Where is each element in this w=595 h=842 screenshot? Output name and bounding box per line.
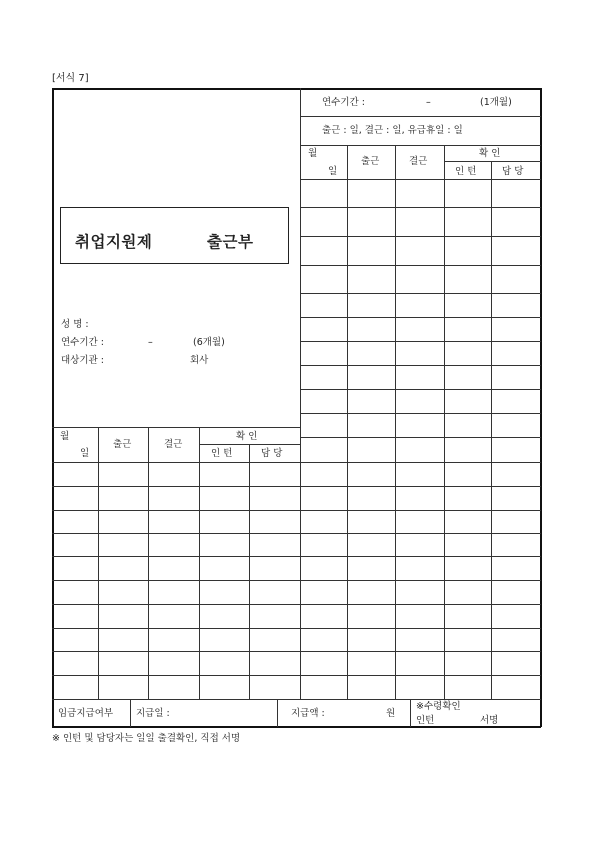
receipt-label: ※수령확인 — [416, 701, 461, 712]
left-col-2 — [148, 427, 149, 699]
frame-right — [540, 88, 542, 727]
frame-top — [52, 88, 541, 90]
left-row-line — [52, 628, 301, 629]
right-row-line — [300, 437, 541, 438]
left-col-3 — [199, 427, 200, 699]
right-row-line — [300, 651, 541, 652]
right-row-line — [300, 207, 541, 208]
right-row-line — [300, 556, 541, 557]
left-manager-header: 담 당 — [261, 448, 283, 459]
company-label: 회사 — [190, 355, 209, 366]
frame-left — [52, 88, 54, 727]
right-confirm-split — [444, 161, 541, 162]
left-month-header: 월 — [60, 431, 70, 442]
left-intern-header: 인 턴 — [211, 448, 233, 459]
title-box — [60, 207, 289, 264]
right-header-bottom — [300, 179, 541, 180]
left-row-line — [52, 675, 301, 676]
left-attend-header: 출근 — [113, 439, 132, 450]
left-table-top — [52, 427, 301, 428]
won-label: 원 — [386, 708, 396, 719]
left-absent-header: 결근 — [164, 439, 183, 450]
right-manager-header: 담 당 — [502, 166, 524, 177]
right-row-line — [300, 486, 541, 487]
right-intern-header: 인 턴 — [455, 166, 477, 177]
agency-label: 대상기관 : — [61, 355, 104, 366]
right-period-months: (1개월) — [480, 97, 512, 108]
footer-col-2 — [277, 699, 278, 727]
left-row-line — [52, 651, 301, 652]
right-day-header: 일 — [328, 166, 338, 177]
right-row-line — [300, 413, 541, 414]
right-col-4 — [491, 161, 492, 699]
left-day-header: 일 — [80, 448, 90, 459]
right-header-line-1 — [300, 116, 541, 117]
period-dash: – — [148, 337, 153, 348]
right-row-line — [300, 510, 541, 511]
right-col-1 — [347, 145, 348, 699]
right-row-line — [300, 236, 541, 237]
left-row-line — [52, 556, 301, 557]
pay-date-label: 지급일 : — [136, 708, 170, 719]
left-row-line — [52, 533, 301, 534]
footer-col-3 — [410, 699, 411, 727]
right-period-dash: – — [426, 97, 431, 108]
right-row-line — [300, 604, 541, 605]
left-col-1 — [98, 427, 99, 699]
right-month-header: 월 — [308, 148, 318, 159]
right-header-line-2 — [300, 145, 541, 146]
right-row-line — [300, 533, 541, 534]
left-col-4 — [249, 444, 250, 699]
period-label: 연수기간 : — [61, 337, 104, 348]
title-sub: 출근부 — [207, 233, 254, 251]
wage-paid-label: 임금지급여부 — [58, 708, 114, 719]
right-row-line — [300, 462, 541, 463]
left-row-line — [52, 510, 301, 511]
name-label: 성 명 : — [61, 319, 89, 330]
left-row-line — [52, 580, 301, 581]
right-row-line — [300, 365, 541, 366]
right-row-line — [300, 317, 541, 318]
left-row-line — [52, 604, 301, 605]
period-months: (6개월) — [193, 337, 225, 348]
right-row-line — [300, 389, 541, 390]
footnote: ※ 인턴 및 담당자는 일일 출결확인, 직접 서명 — [52, 733, 241, 744]
amount-label: 지급액 : — [291, 708, 325, 719]
right-row-line — [300, 628, 541, 629]
title-main: 취업지원제 — [75, 233, 153, 251]
right-absent-header: 결근 — [409, 156, 428, 167]
right-row-line — [300, 341, 541, 342]
frame-bottom — [52, 726, 541, 728]
right-row-line — [300, 675, 541, 676]
right-summary: 출근 : 일, 결근 : 일, 유급휴일 : 일 — [322, 125, 463, 136]
right-col-3 — [444, 145, 445, 699]
footer-top-line — [52, 699, 541, 700]
left-header-bottom — [52, 462, 301, 463]
right-row-line — [300, 293, 541, 294]
right-attend-header: 출근 — [361, 156, 380, 167]
right-row-line — [300, 265, 541, 266]
form-label: [서식 7] — [52, 73, 89, 84]
right-row-line — [300, 580, 541, 581]
right-col-2 — [395, 145, 396, 699]
left-row-line — [52, 486, 301, 487]
footer-sign-label: 서명 — [480, 715, 499, 726]
left-confirm-header: 확 인 — [236, 431, 258, 442]
right-confirm-header: 확 인 — [479, 148, 501, 159]
right-period-label: 연수기간 : — [322, 97, 365, 108]
footer-intern-label: 인턴 — [416, 715, 435, 726]
footer-col-1 — [130, 699, 131, 727]
